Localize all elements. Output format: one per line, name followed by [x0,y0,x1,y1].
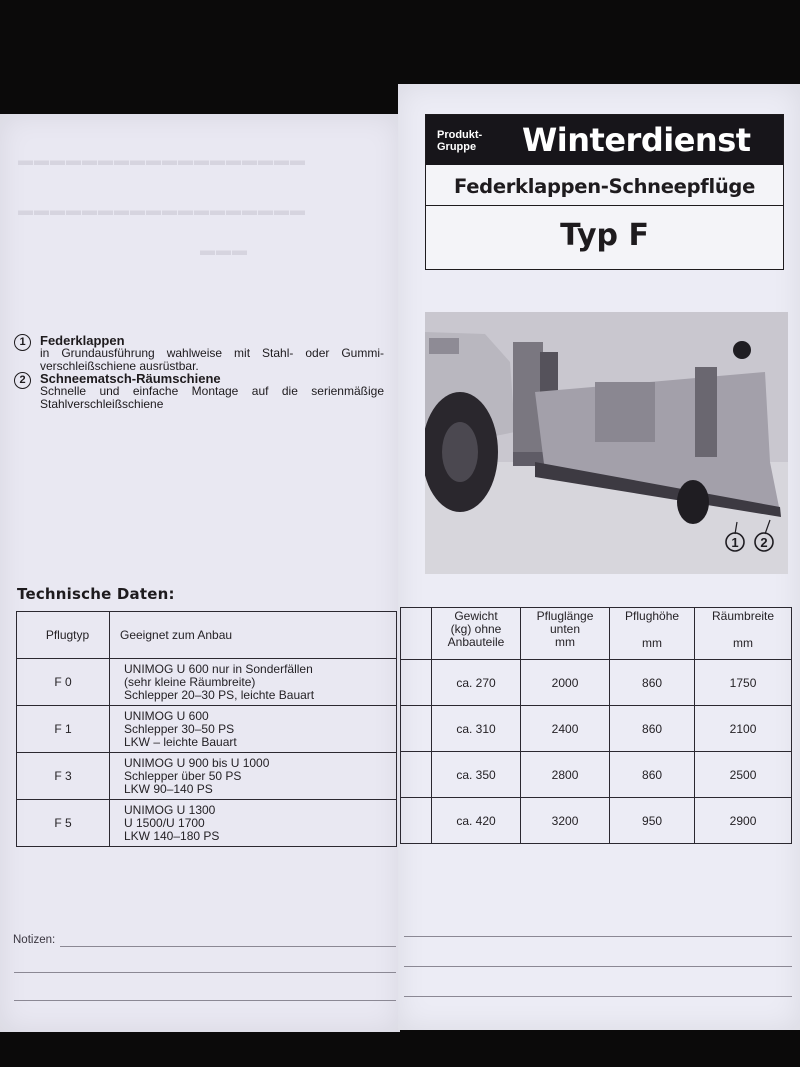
width-cell: 2100 [695,706,792,752]
column-header-height [610,608,695,660]
height-cell: 950 [610,798,695,844]
header-unit: mm [555,635,576,649]
mount-line: U 1500/U 1700 [124,815,205,830]
mount-line: LKW 140–180 PS [124,828,220,843]
callout-2-label: 2 [760,535,768,550]
tractor-hub [442,422,478,482]
header-line: Pfluglänge [536,609,594,623]
column-header-width [695,608,792,660]
product-group-label [437,129,482,153]
feature-item-2 [14,372,384,411]
mount-cell [110,706,397,753]
plow-type-cell: F 1 [17,706,110,753]
mount-line: UNIMOG U 900 bis U 1000 [124,755,270,770]
stub-cell [401,752,432,798]
width-cell: 2500 [695,752,792,798]
show-through-text: ▬▬▬▬▬▬▬▬▬▬▬▬▬▬▬▬▬▬ [18,202,306,219]
header-line: Pflughöhe [625,609,680,623]
height-cell: 860 [610,660,695,706]
product-name: Federklappen-Schneepflüge [426,165,783,206]
marker-light [733,341,751,359]
plow-photo [425,312,788,574]
mount-cell [110,659,397,706]
tech-data-title: Technische Daten: [17,585,175,603]
stub-cell [401,706,432,752]
height-cell: 860 [610,706,695,752]
number-2-icon: 2 [14,372,31,389]
weight-cell: ca. 310 [432,706,521,752]
mount-cell [110,800,397,847]
header-unit: mm [642,636,663,650]
length-cell: 2800 [521,752,610,798]
stub-cell [401,660,432,706]
table-row [401,660,792,706]
notes-line [14,972,396,973]
feature-item-1 [14,334,384,373]
table-row [17,800,397,847]
notes-line [404,936,792,937]
mount-line: Schlepper über 50 PS [124,768,242,783]
callout-1-label: 1 [731,535,739,550]
blade-support [695,367,717,457]
table-row [17,753,397,800]
notes-line [404,966,792,967]
weight-cell: ca. 350 [432,752,521,798]
plow-type-cell: F 3 [17,753,110,800]
mount-line: LKW – leichte Bauart [124,734,237,749]
category-title: Winterdienst [522,121,751,159]
product-type: Typ F [560,218,649,253]
notes-line [60,946,396,947]
plow-type-cell: F 5 [17,800,110,847]
stub-column [401,608,432,660]
category-bar [426,115,783,165]
column-header-length [521,608,610,660]
column-header-type: Pflugtyp [17,612,110,659]
mount-line: UNIMOG U 600 nur in Sonderfällen [124,661,313,676]
header-line: Räumbreite [712,609,775,623]
group-label-line: Gruppe [437,141,477,153]
table-header-row [401,608,792,660]
feature-title: Federklappen [40,333,125,348]
table-row [17,659,397,706]
mount-line: (sehr kleine Räumbreite) [124,674,256,689]
feature-title: Schneematsch-Räumschiene [40,371,221,386]
width-cell: 2900 [695,798,792,844]
table-row [17,706,397,753]
tech-table-right [400,607,792,844]
table-header-row [17,612,397,659]
weight-cell: ca. 270 [432,660,521,706]
product-header [425,114,784,270]
mount-line: Schlepper 30–50 PS [124,721,235,736]
number-1-icon: 1 [14,334,31,351]
header-line: Anbauteile [447,635,505,649]
table-row [401,752,792,798]
group-label-line: Produkt- [437,129,483,141]
length-cell: 2400 [521,706,610,752]
support-wheel [677,480,709,524]
height-cell: 860 [610,752,695,798]
show-through-text: ▬▬▬ [200,242,248,259]
length-cell: 2000 [521,660,610,706]
mount-line: Schlepper 20–30 PS, leichte Bauart [124,687,315,702]
feature-description: Schnelle und einfache Montage auf die serienmäßige Stahlverschleißschiene [40,384,384,411]
stub-cell [401,798,432,844]
header-unit: mm [733,636,754,650]
tractor-light [429,338,459,354]
table-row [401,798,792,844]
column-header-mount: Geeignet zum Anbau [110,612,397,659]
notes-line [404,996,792,997]
mount-line: UNIMOG U 600 [124,708,209,723]
mount-cell [110,753,397,800]
length-cell: 3200 [521,798,610,844]
left-page [0,114,400,1032]
mount-line: UNIMOG U 1300 [124,802,216,817]
notes-line [14,1000,396,1001]
weight-cell: ca. 420 [432,798,521,844]
tech-table-left [16,611,397,847]
width-cell: 1750 [695,660,792,706]
mount-line: LKW 90–140 PS [124,781,213,796]
show-through-text: ▬▬▬▬▬▬▬▬▬▬▬▬▬▬▬▬▬▬ [18,152,306,169]
table-row [401,706,792,752]
feature-description: in Grundausführung wahlweise mit Stahl- oder Gummi-verschleißschiene ausrüstbar. [40,346,384,373]
blade-section [595,382,655,442]
notes-label: Notizen: [13,934,56,946]
header-line: unten [550,622,581,636]
plow-type-cell: F 0 [17,659,110,706]
column-header-weight [432,608,521,660]
header-line: (kg) ohne [450,622,502,636]
header-line: Gewicht [454,609,498,623]
